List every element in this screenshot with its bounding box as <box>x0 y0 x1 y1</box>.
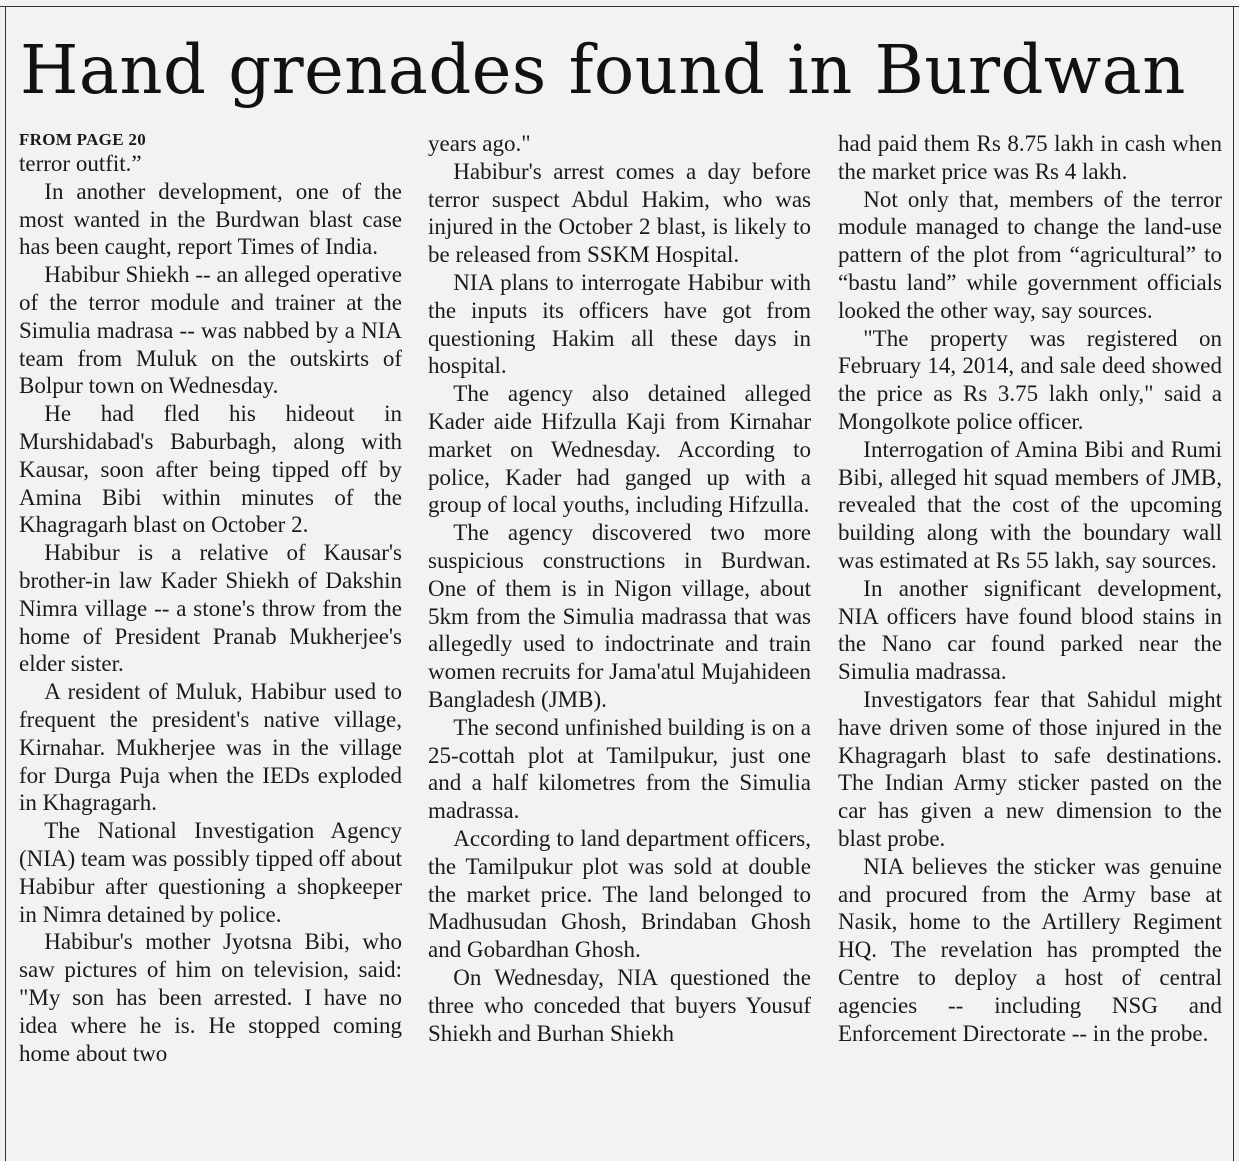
paragraph: Habibur's arrest comes a day before terror suspect Abdul Hakim, who was injured in the October 2 blast, is likely to be released from SSKM Hospital. <box>428 158 811 268</box>
continuation-kicker: FROM PAGE 20 <box>19 130 146 149</box>
paragraph: In another significant development, NIA officers have found blood stains in the Nano car found parked near the Simulia madrassa. <box>838 575 1222 685</box>
paragraph: A resident of Muluk, Habibur used to frequent the president's native village, Kirnahar. Mukherjee was in the village for Durga Puja when the IEDs exploded in Khagragarh. <box>19 679 402 816</box>
paragraph: The agency also detained alleged Kader aide Hifzulla Kaji from Kirnahar market on Wednesday. According to police, Kader had ganged up with a group of local youths, including Hifzulla. <box>428 381 811 518</box>
right-rule <box>1233 6 1234 1161</box>
paragraph: Not only that, members of the terror module managed to change the land-use pattern of the plot from “agricultural” to “bastu land” while government officials looked the other way, say sources. <box>838 186 1222 323</box>
paragraph: had paid them Rs 8.75 lakh in cash when the market price was Rs 4 lakh. <box>838 131 1222 184</box>
article-column-2 <box>428 130 811 1161</box>
paragraph: NIA plans to interrogate Habibur with the inputs its officers have got from questioning Hakim all these days in hospital. <box>428 269 811 379</box>
paragraph: "The property was registered on February 14, 2014, and sale deed showed the price as Rs 3.75 lakh only," said a Mongolkote police officer. <box>838 325 1222 434</box>
paragraph: In another development, one of the most wanted in the Burdwan blast case has been caught, report Times of India. <box>19 178 402 260</box>
paragraph: years ago." <box>428 131 531 156</box>
paragraph: Habibur's mother Jyotsna Bibi, who saw pictures of him on television, said: "My son has been arrested. I have no idea where he is. He stopped coming home about two <box>19 929 402 1066</box>
paragraph: Investigators fear that Sahidul might have driven some of those injured in the Khagragarh blast to safe destinations. The Indian Army sticker pasted on the car has given a new dimension to the blast probe. <box>838 686 1222 851</box>
paragraph: The National Investigation Agency (NIA) team was possibly tipped off about Habibur after questioning a shopkeeper in Nimra detained by police. <box>19 818 402 927</box>
headline: Hand grenades found in Burdwan <box>20 31 1186 109</box>
paragraph: NIA believes the sticker was genuine and procured from the Army base at Nasik, home to the Artillery Regiment HQ. The revelation has prompted the Centre to deploy a host of central agencies -- including NSG and Enforcement Directorate -- in the probe. <box>838 853 1222 1046</box>
paragraph: Interrogation of Amina Bibi and Rumi Bibi, alleged hit squad members of JMB, revealed that the cost of the upcoming building along with the boundary wall was estimated at Rs 55 lakh, say sources. <box>838 436 1222 573</box>
article-column-3 <box>838 130 1222 1161</box>
paragraph: According to land department officers, the Tamilpukur plot was sold at double the market price. The land belonged to Madhusudan Ghosh, Brindaban Ghosh and Gobardhan Ghosh. <box>428 825 811 963</box>
paragraph: Habibur Shiekh -- an alleged operative of the terror module and trainer at the Simulia madrasa -- was nabbed by a NIA team from Muluk on the outskirts of Bolpur town on Wednesday. <box>19 262 402 399</box>
paragraph: The second unfinished building is on a 25-cottah plot at Tamilpukur, just one and a half kilometres from the Simulia madrassa. <box>428 714 811 824</box>
paragraph: terror outfit.” <box>19 151 142 176</box>
paragraph: Habibur is a relative of Kausar's brother-in law Kader Shiekh of Dakshin Nimra village -- a stone's throw from the home of President Pranab Mukherjee's elder sister. <box>19 540 402 677</box>
paragraph: The agency discovered two more suspicious constructions in Burdwan. One of them is in Nigon village, about 5km from the Simulia madrassa that was allegedly used to indoctrinate and train women recruits for Jama'atul Mujahideen Bangladesh (JMB). <box>428 520 811 712</box>
left-rule <box>5 6 6 1161</box>
paragraph: On Wednesday, NIA questioned the three who conceded that buyers Yousuf Shiekh and Burhan Shiekh <box>428 964 811 1046</box>
article-column-1 <box>19 130 402 1161</box>
top-rule <box>0 6 1239 7</box>
paragraph: He had fled his hideout in Murshidabad's Baburbagh, along with Kausar, soon after being tipped off by Amina Bibi within minutes of the Khagragarh blast on October 2. <box>19 401 402 538</box>
